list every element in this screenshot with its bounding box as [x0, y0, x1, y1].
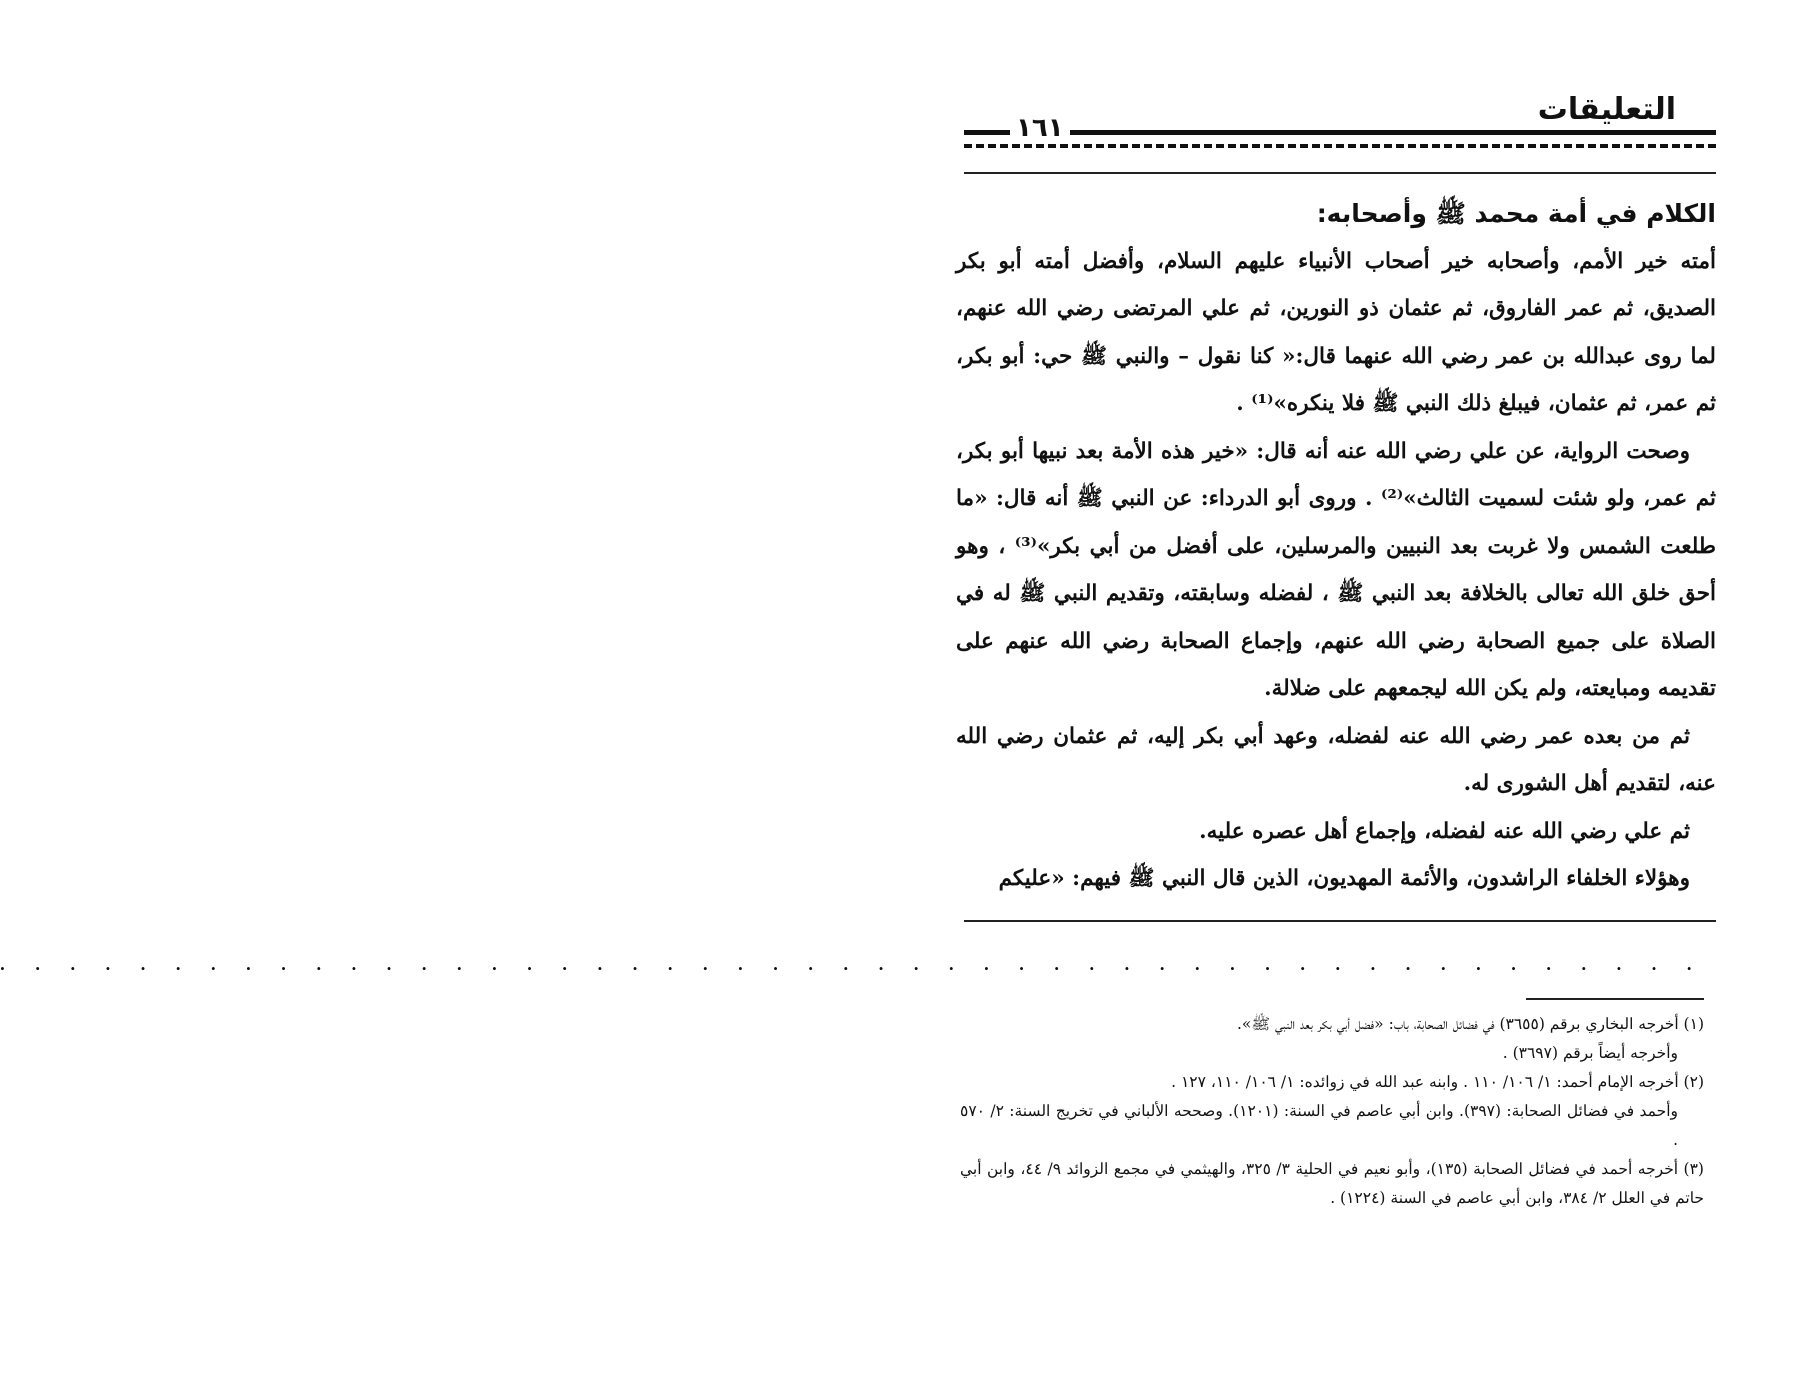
running-header-title: التعليقات [1537, 92, 1676, 127]
section-heading: الكلام في أمة محمد ﷺ وأصحابه: [1316, 199, 1716, 228]
main-text [956, 190, 1716, 903]
paragraph-1: أمته خير الأمم، وأصحابه خير أصحاب الأنبياء عليهم السلام، وأفضل أمته أبو بكر الصديق، ثم عمر الفاروق، ثم عثمان ذو النورين، ثم علي المرتضى رضي الله عنهم، لما روى عبدالله بن عمر رضي الله عنهما قال:« كنا نقول – والنبي ﷺ حي: أبو بكر، ثم عمر، ثم عثمان، فيبلغ ذلك النبي ﷺ فلا ينكره»⁽¹⁾ . [956, 248, 1716, 416]
footnote-rule [1526, 998, 1704, 1000]
body-bottom-rule [964, 920, 1716, 922]
paragraph-5: وهؤلاء الخلفاء الراشدون، والأئمة المهديون، الذين قال النبي ﷺ فيهم: «عليكم [998, 866, 1690, 891]
paragraph-4: ثم علي رضي الله عنه لفضله، وإجماع أهل عصره عليه. [1199, 818, 1690, 844]
header-thick-rule [964, 130, 1716, 135]
paragraph-2: وصحت الرواية، عن علي رضي الله عنه أنه قال: «خير هذه الأمة بعد نبيها أبو بكر، ثم عمر، ولو شئت لسميت الثالث»⁽²⁾ . وروى أبو الدرداء: عن النبي ﷺ أنه قال: «ما طلعت الشمس ولا غربت بعد النبيين والمرسلين، على أفضل من أبي بكر»⁽³⁾ ، وهو أحق خلق الله تعالى بالخلافة بعد النبي ﷺ ، لفضله وسابقته، وتقديم النبي ﷺ له في الصلاة على جميع الصحابة رضي الله عنهم، وإجماع الصحابة رضي الله عنهم على تقديمه ومبايعته، ولم يكن الله ليجمعهم على ضلالة. [956, 438, 1717, 701]
footnote-2-continued: وأحمد في فضائل الصحابة: (٣٩٧). وابن أبي عاصم في السنة: (١٢٠١). وصححه الألباني في تخريج السنة: ٢/ ٥٧٠ . [960, 1102, 1678, 1149]
footnote-3: (٣) أخرجه أحمد في فضائل الصحابة (١٣٥)، وأبو نعيم في الحلية ٣/ ٣٢٥، والهيثمي في مجمع الزوائد ٩/ ٤٤، وابن أبي حاتم في العلل ٢/ ٣٨٤، وابن أبي عاصم في السنة (١٢٢٤) . [960, 1160, 1704, 1207]
page-number: ١٦١ [1010, 114, 1070, 142]
footnote-2: (٢) أخرجه الإمام أحمد: ١/ ١٠٦/ ١١٠ . وابنه عبد الله في زوائده: ١/ ١٠٦/ ١١٠، ١٢٧ . [1171, 1073, 1704, 1091]
footnote-1-continued: وأخرجه أيضاً برقم (٣٦٩٧) . [1502, 1044, 1678, 1062]
footnotes [960, 1010, 1704, 1213]
dotted-separator: . . . . . . . . . . . . . . . . . . . . . . . . . . . . . . . . . . . . . . . . . . . . . . . . . [0, 955, 1704, 974]
paragraph-3: ثم من بعده عمر رضي الله عنه لفضله، وعهد أبي بكر إليه، ثم عثمان رضي الله عنه، لتقديم أهل الشورى له. [956, 723, 1716, 796]
footnote-1: (١) أخرجه البخاري برقم (٣٦٥٥) في فضائل الصحابة، باب: «فضل أبي بكر بعد النبي ﷺ». [1236, 1015, 1704, 1033]
header-dashed-rule [964, 144, 1716, 148]
header-bottom-rule [964, 172, 1716, 174]
